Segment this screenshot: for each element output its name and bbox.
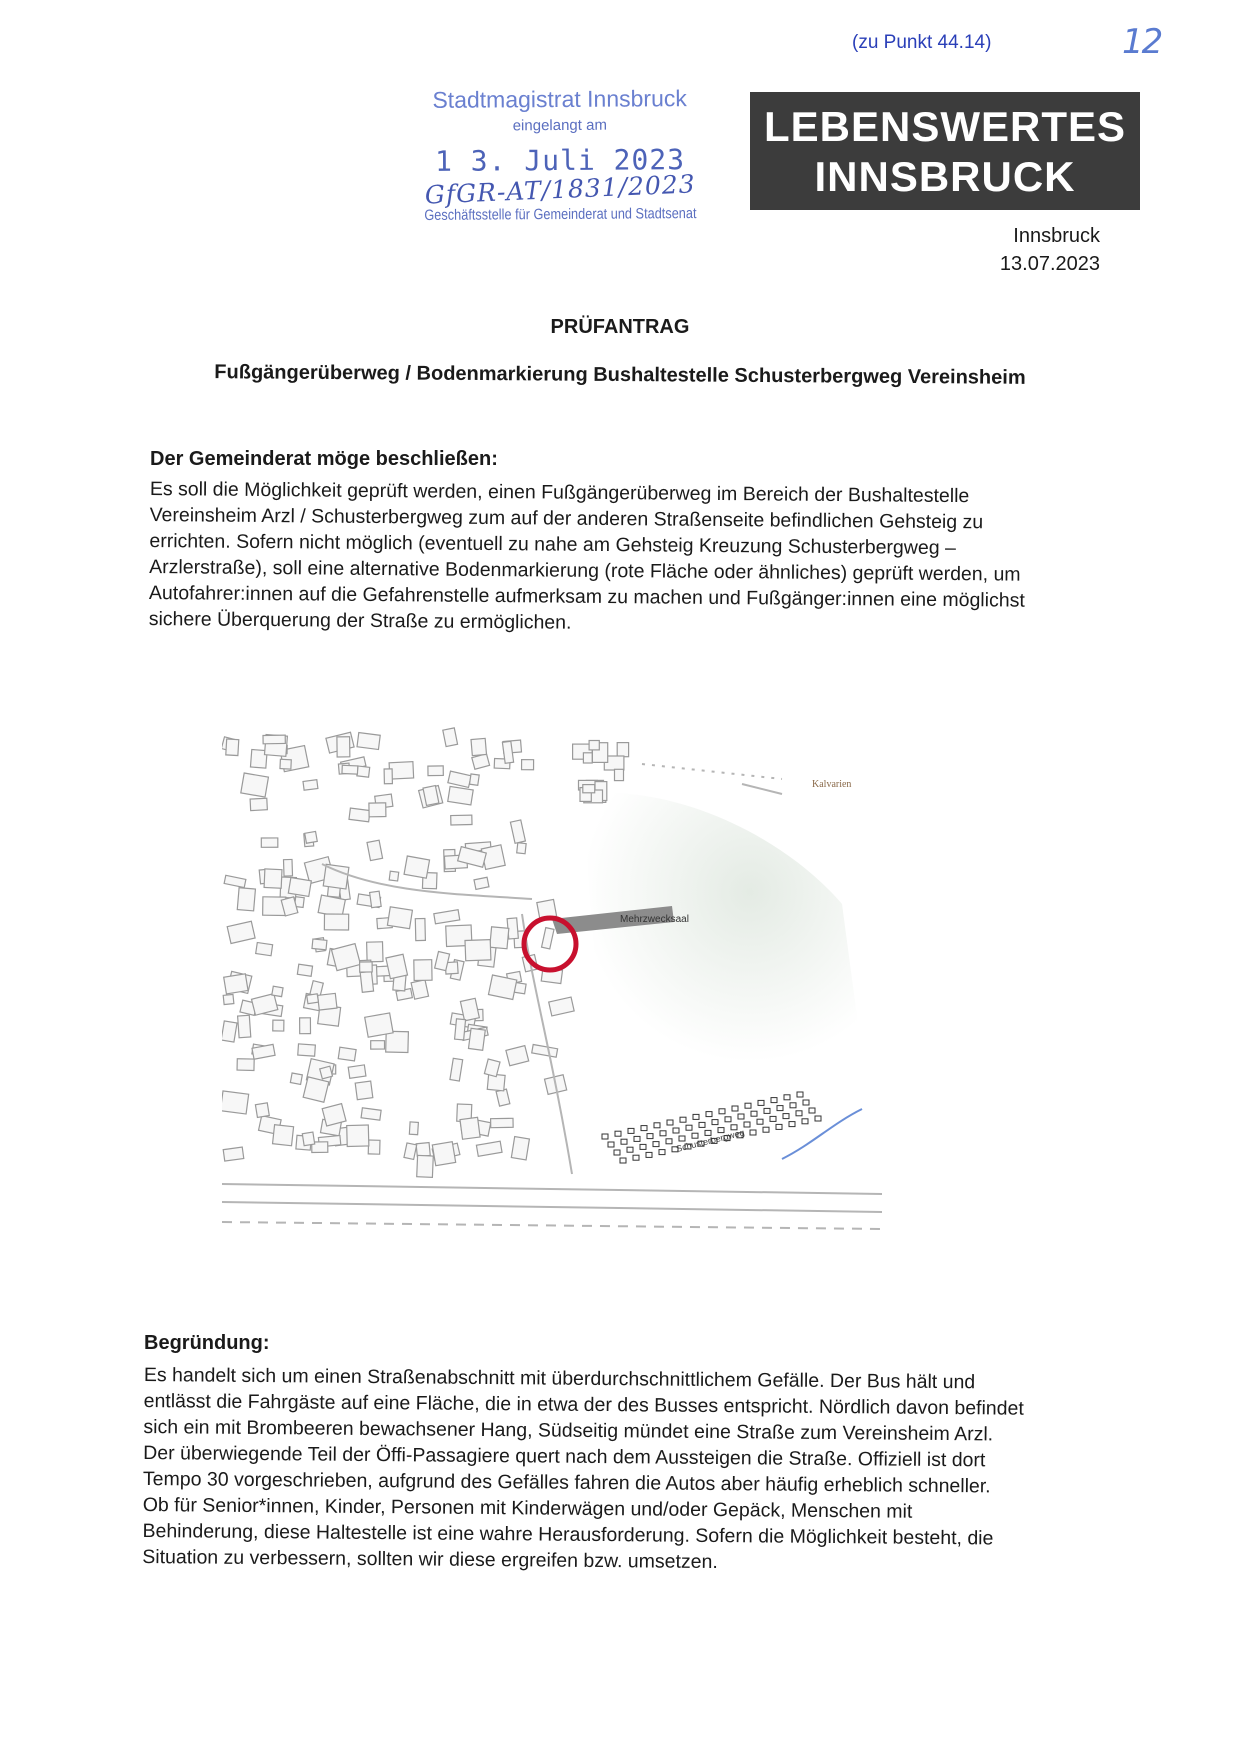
building [471, 738, 486, 755]
building [261, 838, 278, 847]
document-subtitle: Fußgängerüberweg / Bodenmarkierung Bushaltestelle Schusterbergweg Vereinsheim [214, 361, 1026, 389]
building [302, 1132, 314, 1146]
building [361, 1108, 381, 1120]
reason-line: Situation zu verbessern, sollten wir diese ergreifen bzw. umsetzen. [142, 1545, 718, 1574]
building [255, 1103, 269, 1118]
building [355, 1081, 373, 1100]
building [416, 1143, 430, 1157]
building [342, 765, 358, 774]
building [386, 1031, 409, 1052]
building [360, 962, 373, 972]
document-title: PRÜFANTRAG [550, 316, 690, 338]
building [347, 1125, 369, 1146]
building [474, 877, 489, 889]
building [367, 942, 383, 962]
building [365, 1013, 393, 1037]
building [250, 798, 267, 810]
motion-line: Autofahrer:innen auf die Gefahrenstelle aufmerksam zu machen und Fußgänger:innen eine möglichst [148, 581, 1025, 612]
building [222, 1091, 249, 1114]
building [273, 1020, 284, 1031]
building [522, 760, 534, 770]
building [256, 943, 273, 956]
agenda-reference: (zu Punkt 44.14) [852, 32, 992, 53]
building [617, 743, 628, 757]
map-label-kalvarien: Kalvarien [812, 779, 852, 790]
building [443, 728, 458, 747]
reason-line: sich ein mit Brombeeren bewachsener Hang, Südseitig mündet eine Straße zum Vereinsheim Arzl. [143, 1415, 994, 1446]
motion-text [149, 476, 1100, 640]
building [583, 753, 592, 763]
building [290, 1073, 302, 1084]
motion-line: errichten. Sofern nicht möglich (eventuell zu nahe am Gehsteig Kreuzung Schusterbergweg – [149, 529, 956, 560]
building [511, 1137, 529, 1160]
building [241, 773, 269, 797]
building [615, 769, 624, 780]
date: 13.07.2023 [999, 253, 1100, 275]
handwritten-page-number: 12 [1122, 22, 1162, 62]
building [488, 975, 516, 1000]
reason-line: Behinderung, diese Haltestelle ist eine wahre Herausforderung. Sofern die Möglichkeit besteht, die [142, 1519, 994, 1550]
building [297, 964, 312, 976]
building [307, 994, 319, 1004]
receipt-stamp [395, 85, 726, 224]
building [320, 1066, 333, 1079]
reason-line: Der überwiegende Teil der Öffi-Passagiere quert nach dem Aussteigen die Straße. Offiziell ist dort [143, 1441, 986, 1472]
logo-line-2: INNSBRUCK [814, 153, 1076, 200]
motion-heading: Der Gemeinderat möge beschließen: [150, 448, 498, 470]
building [490, 927, 509, 949]
building [386, 954, 408, 978]
logo-line-1: LEBENSWERTES [763, 103, 1127, 150]
building [272, 986, 283, 996]
building [460, 1117, 480, 1139]
building [237, 888, 255, 911]
building [223, 1147, 244, 1161]
reason-text [142, 1362, 1094, 1578]
reason-heading: Begründung: [144, 1332, 270, 1354]
building [448, 786, 473, 805]
building [222, 1021, 237, 1042]
motion-line: Es soll die Möglichkeit geprüft werden, einen Fußgängerüberweg im Bereich der Bushaltestelle [149, 477, 970, 508]
building [338, 1047, 356, 1061]
building [238, 1015, 251, 1037]
reason-line: Es handelt sich um einen Straßenabschnitt mit überdurchschnittlichem Gefälle. Der Bus hält und [143, 1363, 976, 1394]
reason-line: Ob für Senior*innen, Kinder, Personen mit Kinderwägen und/oder Gepäck, Menschen mit [142, 1493, 913, 1523]
building [318, 993, 337, 1010]
stamp-received-label: eingelangt am [512, 116, 607, 135]
building [224, 974, 248, 994]
building [284, 859, 293, 876]
building [370, 891, 382, 907]
stamp-organization: Stadtmagistrat Innsbruck [432, 85, 687, 113]
building [384, 769, 392, 784]
building [404, 856, 429, 878]
motion-line: sichere Überquerung der Straße zu ermöglichen. [148, 607, 572, 634]
building [305, 831, 318, 843]
building [517, 843, 526, 854]
building [414, 960, 432, 981]
reason-line: Tempo 30 vorgeschrieben, aufgrund des Gefälles fahren die Autos aber häufig erheblich schneller. [142, 1467, 991, 1498]
building [280, 759, 291, 769]
building [303, 780, 318, 790]
building [460, 998, 479, 1021]
reason-line: entlässt die Fahrgäste auf eine Fläche, die in etwa der des Busses entspricht. Nördlich davon befindet [143, 1389, 1024, 1420]
motion-line: Vereinsheim Arzl / Schusterbergweg zum auf der anderen Straßenseite befindlichen Gehsteig zu [149, 503, 984, 534]
building [428, 766, 443, 776]
building [465, 940, 491, 961]
building [348, 1065, 366, 1078]
building [368, 1140, 380, 1154]
building [411, 980, 428, 999]
building [417, 1155, 434, 1177]
building [324, 914, 348, 930]
stamp-date: 1 3. Juli 2023 [434, 143, 686, 178]
building [300, 1018, 311, 1034]
building [288, 878, 311, 897]
building [491, 1118, 514, 1127]
building [432, 1142, 455, 1166]
stamp-office: Geschäftsstelle für Gemeinderat und Stadtsenat [424, 205, 697, 224]
building [455, 1019, 466, 1040]
building [223, 994, 234, 1004]
building [337, 737, 350, 757]
map-label-hall: Mehrzwecksaal [620, 914, 689, 925]
place: Innsbruck [1013, 225, 1100, 247]
party-logo [750, 92, 1140, 210]
building [470, 774, 480, 785]
building [237, 1059, 254, 1071]
building [303, 1077, 329, 1102]
building [264, 869, 282, 888]
building [298, 1044, 316, 1056]
building [263, 735, 285, 744]
location-map [222, 724, 882, 1249]
building [371, 1041, 385, 1049]
place-date [990, 222, 1100, 278]
building [387, 907, 412, 929]
building [409, 1122, 418, 1135]
building [357, 766, 370, 777]
building [451, 815, 472, 825]
building [369, 803, 386, 817]
building [589, 741, 599, 750]
building [389, 871, 399, 881]
stamp-file-number: GfGR-AT/1831/2023 [424, 169, 697, 210]
building [468, 1028, 485, 1050]
map-label-street: Schusterbergweg [675, 1127, 746, 1154]
building [367, 840, 383, 860]
building [349, 808, 370, 822]
building [323, 864, 349, 889]
building [415, 918, 425, 940]
building [312, 939, 327, 950]
motion-line: Arzlerstraße), soll eine alternative Bodenmarkierung (rote Fläche oder ähnliches) geprüft werden, um [149, 555, 1021, 586]
building [226, 739, 239, 756]
building [273, 1125, 294, 1146]
building [583, 785, 595, 793]
building [360, 971, 373, 992]
building [357, 733, 380, 750]
building [423, 786, 439, 806]
